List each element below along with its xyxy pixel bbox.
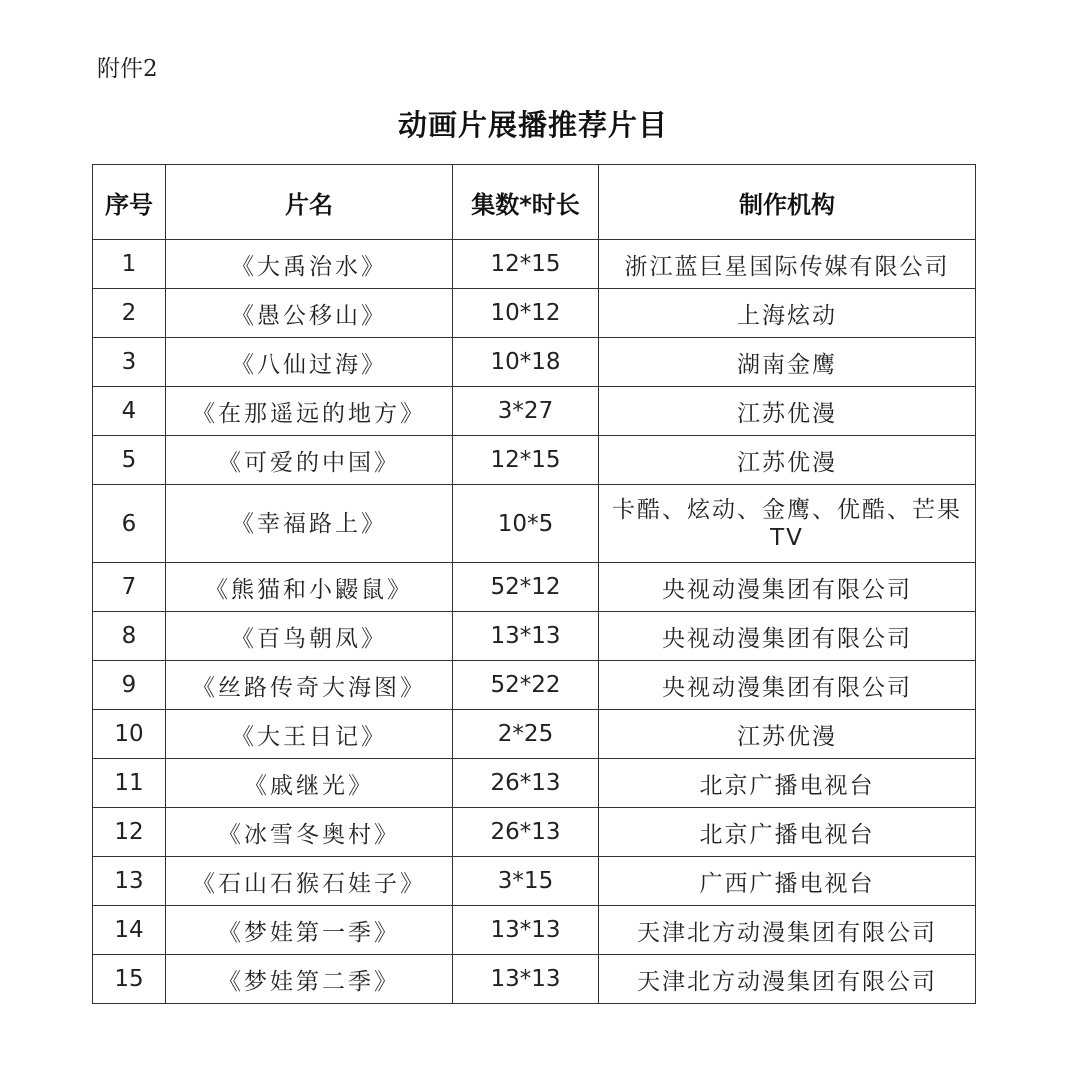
cell-no: 12: [93, 808, 166, 857]
cell-episodes: 13*13: [453, 906, 599, 955]
cell-producer: 江苏优漫: [599, 387, 976, 436]
cell-no: 14: [93, 906, 166, 955]
cell-episodes: 26*13: [453, 759, 599, 808]
table-row: [93, 612, 976, 661]
cell-name: 《八仙过海》: [166, 338, 453, 387]
cell-episodes: 3*15: [453, 857, 599, 906]
cell-name: 《百鸟朝凤》: [166, 612, 453, 661]
cell-producer: 上海炫动: [599, 289, 976, 338]
table-row: [93, 661, 976, 710]
header-no: 序号: [93, 165, 166, 240]
header-episodes: 集数*时长: [453, 165, 599, 240]
cell-name: 《熊猫和小鼹鼠》: [166, 563, 453, 612]
cell-no: 8: [93, 612, 166, 661]
cell-no: 11: [93, 759, 166, 808]
table-row: [93, 955, 976, 1004]
cell-name: 《幸福路上》: [166, 485, 453, 563]
cell-name: 《梦娃第二季》: [166, 955, 453, 1004]
cell-no: 7: [93, 563, 166, 612]
table-header-row: [93, 165, 976, 240]
cell-no: 10: [93, 710, 166, 759]
table-row: [93, 240, 976, 289]
cell-episodes: 12*15: [453, 240, 599, 289]
cell-no: 1: [93, 240, 166, 289]
cell-name: 《愚公移山》: [166, 289, 453, 338]
cell-name: 《冰雪冬奥村》: [166, 808, 453, 857]
cell-no: 2: [93, 289, 166, 338]
cell-episodes: 52*22: [453, 661, 599, 710]
table-row: [93, 436, 976, 485]
recommendation-table: [92, 164, 976, 1004]
cell-episodes: 13*13: [453, 612, 599, 661]
table-row: [93, 857, 976, 906]
cell-episodes: 10*18: [453, 338, 599, 387]
table-row: [93, 387, 976, 436]
cell-producer: 江苏优漫: [599, 436, 976, 485]
table-row: [93, 289, 976, 338]
cell-name: 《戚继光》: [166, 759, 453, 808]
table-row: [93, 710, 976, 759]
cell-producer: 央视动漫集团有限公司: [599, 661, 976, 710]
cell-producer: 北京广播电视台: [599, 808, 976, 857]
cell-no: 9: [93, 661, 166, 710]
cell-producer: 天津北方动漫集团有限公司: [599, 955, 976, 1004]
cell-episodes: 13*13: [453, 955, 599, 1004]
cell-producer: 天津北方动漫集团有限公司: [599, 906, 976, 955]
cell-name: 《梦娃第一季》: [166, 906, 453, 955]
cell-episodes: 12*15: [453, 436, 599, 485]
cell-name: 《丝路传奇大海图》: [166, 661, 453, 710]
header-name: 片名: [166, 165, 453, 240]
cell-name: 《大王日记》: [166, 710, 453, 759]
cell-producer: 湖南金鹰: [599, 338, 976, 387]
attachment-label: 附件2: [97, 56, 158, 82]
table-row: [93, 808, 976, 857]
cell-episodes: 3*27: [453, 387, 599, 436]
table-row: [93, 906, 976, 955]
cell-episodes: 52*12: [453, 563, 599, 612]
cell-no: 4: [93, 387, 166, 436]
cell-producer: 央视动漫集团有限公司: [599, 612, 976, 661]
cell-producer: 广西广播电视台: [599, 857, 976, 906]
cell-producer: 北京广播电视台: [599, 759, 976, 808]
document-title: 动画片展播推荐片目: [397, 108, 668, 142]
table-row: [93, 759, 976, 808]
cell-episodes: 10*12: [453, 289, 599, 338]
cell-producer: 卡酷、炫动、金鹰、优酷、芒果TV: [599, 485, 976, 563]
cell-name: 《石山石猴石娃子》: [166, 857, 453, 906]
cell-no: 13: [93, 857, 166, 906]
table-row: [93, 338, 976, 387]
table-body: [93, 240, 976, 1004]
table-row: [93, 485, 976, 563]
cell-producer: 浙江蓝巨星国际传媒有限公司: [599, 240, 976, 289]
cell-no: 15: [93, 955, 166, 1004]
header-producer: 制作机构: [599, 165, 976, 240]
cell-episodes: 10*5: [453, 485, 599, 563]
cell-name: 《在那遥远的地方》: [166, 387, 453, 436]
cell-no: 6: [93, 485, 166, 563]
cell-name: 《可爱的中国》: [166, 436, 453, 485]
cell-episodes: 2*25: [453, 710, 599, 759]
cell-name: 《大禹治水》: [166, 240, 453, 289]
cell-episodes: 26*13: [453, 808, 599, 857]
cell-producer: 央视动漫集团有限公司: [599, 563, 976, 612]
cell-no: 3: [93, 338, 166, 387]
cell-producer: 江苏优漫: [599, 710, 976, 759]
table-row: [93, 563, 976, 612]
cell-no: 5: [93, 436, 166, 485]
